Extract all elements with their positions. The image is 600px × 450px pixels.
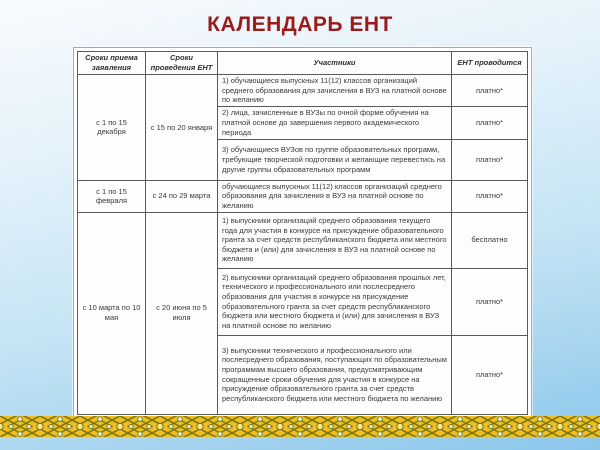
ent-calendar-table-frame	[73, 47, 532, 419]
participants-cell: обучающиеся выпускных 11(12) классов организаций среднего образования для зачисления в ВУЗ на платной основе по желанию	[218, 180, 452, 212]
fee-cell: платно*	[452, 139, 528, 180]
table-row	[78, 75, 528, 107]
ent-period-cell: с 15 по 20 января	[146, 75, 218, 181]
participants-cell: 2) лица, зачисленные в ВУЗы по очной форме обучения на платной основе до завершения первого академического периода	[218, 106, 452, 139]
table-row	[78, 212, 528, 268]
col-header-fee: ЕНТ проводится	[452, 52, 528, 75]
fee-cell: бесплатно	[452, 212, 528, 268]
ent-period-cell: с 24 по 29 марта	[146, 180, 218, 212]
table-header-row	[78, 52, 528, 75]
participants-cell: 1) выпускники организаций среднего образования текущего года для участия в конкурсе на присуждение образовательного гранта за счет средств республиканского бюджета или местного бюджета и (или) для зачисления в ВУЗ на платной основе по желанию	[218, 212, 452, 268]
col-header-participants: Участники	[218, 52, 452, 75]
application-period-cell: с 10 марта по 10 мая	[78, 212, 146, 414]
participants-cell: 3) обучающиеся ВУЗов по группе образовательных программ, требующие творческой подготовки и желающие перевестись на другие группы образовательных программ	[218, 139, 452, 180]
page-title: КАЛЕНДАРЬ ЕНТ	[207, 13, 393, 36]
fee-cell: платно*	[452, 268, 528, 335]
participants-cell: 3) выпускники технического и профессионального или послесреднего образования, поступающих по образовательным программам высшего образования, предусматривающим сокращенные сроки обучения для участия в конкурсе на присуждение образовательного гранта за счет средств республиканского бюджета или местного бюджета по желанию	[218, 335, 452, 414]
fee-cell: платно*	[452, 75, 528, 107]
fee-cell: платно*	[452, 106, 528, 139]
kazakh-ornament-border	[0, 416, 600, 437]
col-header-application-period: Сроки приема заявления	[78, 52, 146, 75]
application-period-cell: с 1 по 15 февраля	[78, 180, 146, 212]
ent-calendar-table	[77, 51, 528, 415]
fee-cell: платно*	[452, 335, 528, 414]
table-body	[78, 75, 528, 415]
col-header-ent-period: Сроки проведения ЕНТ	[146, 52, 218, 75]
application-period-cell: с 1 по 15 декабря	[78, 75, 146, 181]
fee-cell: платно*	[452, 180, 528, 212]
participants-cell: 1) обучающиеся выпускных 11(12) классов организаций среднего образования для зачисления в ВУЗ на платной основе по желанию	[218, 75, 452, 107]
participants-cell: 2) выпускники организаций среднего образования прошлых лет, технического и профессионального или послесреднего образования для участия в конкурсе на присуждение образовательного гранта за счет средств республиканского бюджета или местного бюджета и (или) для зачисления в ВУЗ на платной основе по желанию	[218, 268, 452, 335]
table-row	[78, 180, 528, 212]
ent-period-cell: с 20 июня по 5 июля	[146, 212, 218, 414]
